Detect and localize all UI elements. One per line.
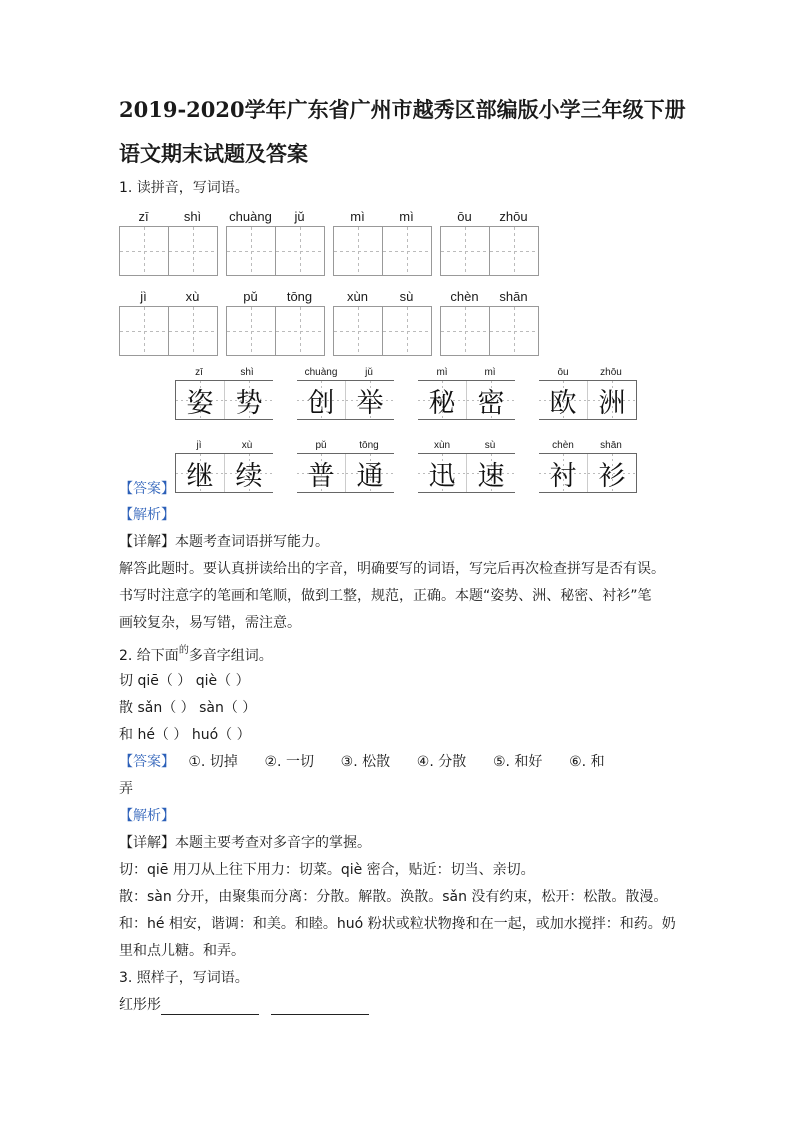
pinyin: ōu: [557, 367, 569, 378]
q3-example-word: 红彤彤: [119, 997, 161, 1013]
pinyin: jǔ: [365, 367, 373, 378]
writing-box[interactable]: [441, 227, 489, 275]
q2-answer: [119, 752, 605, 772]
answer-char: 密: [466, 381, 515, 419]
writing-box[interactable]: [168, 227, 217, 275]
q2-answer-text: ①. 切掉 ②. 一切 ③. 松散 ④. 分散 ⑤. 和好 ⑥. 和: [175, 754, 605, 770]
q2-line-qie: 切 qiē（ ） qiè（ ）: [119, 673, 250, 689]
answer-word: [418, 366, 515, 420]
writing-box[interactable]: [489, 307, 538, 355]
answer-blank[interactable]: [161, 1014, 259, 1015]
pinyin: zī: [138, 209, 149, 224]
document-title-line2: 语文期末试题及答案: [119, 141, 308, 166]
q3-example-line: [119, 995, 369, 1015]
word-grid: [440, 208, 539, 276]
pinyin: xùn: [433, 440, 451, 451]
answer-char: 速: [466, 454, 515, 492]
pinyin: shān: [600, 440, 622, 451]
answer-char: 迅: [418, 454, 466, 492]
answer-char: 通: [345, 454, 394, 492]
writing-box[interactable]: [334, 227, 382, 275]
answer-char: 衫: [587, 454, 637, 492]
pinyin: xù: [185, 289, 200, 304]
answer-char: 继: [175, 454, 224, 492]
q2-line-he: 和 hé（ ） huó（ ）: [119, 727, 251, 743]
q2-explanation-4: 里和点儿糖。和弄。: [119, 943, 245, 959]
answer-word: [175, 366, 273, 420]
pinyin: ōu: [457, 209, 472, 224]
writing-box[interactable]: [275, 227, 324, 275]
pinyin: sù: [399, 289, 414, 304]
pinyin: tōng: [286, 289, 313, 304]
writing-box[interactable]: [120, 307, 168, 355]
pinyin: xù: [241, 440, 253, 451]
pinyin: mì: [436, 367, 448, 378]
q1-answer-row-1: [175, 366, 637, 420]
q1-grid-row-1: [119, 208, 547, 276]
q1-analysis-label: 【解析】: [119, 507, 175, 523]
pinyin: tōng: [359, 440, 379, 451]
q2-line-san: 散 sǎn（ ） sàn（ ）: [119, 700, 257, 716]
pinyin: jì: [140, 289, 147, 304]
pinyin: mì: [399, 209, 414, 224]
q1-grid-row-2: [119, 288, 547, 356]
writing-box[interactable]: [120, 227, 168, 275]
q2-analysis-label: 【解析】: [119, 808, 175, 824]
q3-prompt: 3. 照样子，写词语。: [119, 970, 249, 986]
answer-char: 洲: [587, 381, 637, 419]
q1-answer-row-2: [175, 439, 637, 493]
answer-word: [175, 439, 273, 493]
word-grid: [440, 288, 539, 356]
word-grid: [119, 208, 218, 276]
pinyin: chèn: [552, 440, 574, 451]
pinyin: chuàng: [304, 367, 338, 378]
q2-prompt: [119, 646, 273, 668]
q2-prompt-sup: 的: [178, 645, 189, 656]
q2-prompt-b: 多音字组词。: [188, 648, 273, 664]
q1-explanation-2: 书写时注意字的笔画和笔顺，做到工整，规范，正确。本题“姿势、洲、秘密、衬衫”笔: [119, 588, 652, 604]
answer-char: 姿: [175, 381, 224, 419]
q2-detail: 【详解】本题主要考查对多音字的掌握。: [119, 835, 371, 851]
answer-word: [539, 439, 637, 493]
word-grid: [226, 208, 325, 276]
pinyin: mì: [484, 367, 496, 378]
answer-blank[interactable]: [271, 1014, 369, 1015]
pinyin: mì: [350, 209, 365, 224]
word-grid: [119, 288, 218, 356]
q2-explanation-1: 切：qiē 用刀从上往下用力：切菜。qiè 密合，贴近：切当、亲切。: [119, 862, 535, 878]
answer-char: 续: [224, 454, 273, 492]
pinyin: pǔ: [315, 440, 327, 451]
writing-box[interactable]: [489, 227, 538, 275]
pinyin: xùn: [347, 289, 368, 304]
q2-answer-continued: 弄: [119, 781, 133, 797]
word-grid: [333, 288, 432, 356]
q1-explanation-1: 解答此题时。要认真拼读给出的字音，明确要写的词语，写完后再次检查拼写是否有误。: [119, 561, 665, 577]
word-grid: [226, 288, 325, 356]
answer-word: [297, 439, 394, 493]
document-title-line1: 2019-2020学年广东省广州市越秀区部编版小学三年级下册: [119, 97, 686, 122]
answer-word: [418, 439, 515, 493]
q2-explanation-2: 散：sàn 分开，由聚集而分离：分散。解散。涣散。sǎn 没有约束，松开：松散。散漫。: [119, 889, 668, 905]
writing-box[interactable]: [275, 307, 324, 355]
answer-char: 秘: [418, 381, 466, 419]
writing-box[interactable]: [382, 227, 431, 275]
writing-box[interactable]: [227, 307, 275, 355]
pinyin: zhōu: [600, 367, 622, 378]
pinyin: zhōu: [499, 209, 528, 224]
answer-char: 欧: [539, 381, 587, 419]
answer-char: 普: [297, 454, 345, 492]
answer-char: 势: [224, 381, 273, 419]
pinyin: pǔ: [243, 289, 258, 304]
writing-box[interactable]: [334, 307, 382, 355]
q1-detail: 【详解】本题考查词语拼写能力。: [119, 534, 329, 550]
pinyin: shì: [183, 209, 202, 224]
pinyin: jì: [196, 440, 202, 451]
pinyin: chuàng: [229, 209, 272, 224]
writing-box[interactable]: [168, 307, 217, 355]
writing-box[interactable]: [382, 307, 431, 355]
word-grid: [333, 208, 432, 276]
pinyin: sù: [484, 440, 496, 451]
answer-char: 衬: [539, 454, 587, 492]
answer-char: 举: [345, 381, 394, 419]
q1-answer-label: 【答案】: [119, 481, 175, 497]
writing-box[interactable]: [227, 227, 275, 275]
answer-word: [297, 366, 394, 420]
q1-explanation-3: 画较复杂，易写错，需注意。: [119, 615, 301, 631]
pinyin: shì: [240, 367, 254, 378]
pinyin: zī: [195, 367, 203, 378]
q2-answer-label: 【答案】: [119, 754, 175, 770]
q2-prompt-a: 2. 给下面: [119, 648, 179, 664]
pinyin: jǔ: [294, 209, 305, 224]
answer-char: 创: [297, 381, 345, 419]
pinyin: chèn: [450, 289, 479, 304]
writing-box[interactable]: [441, 307, 489, 355]
q2-explanation-3: 和：hé 相安，谐调：和美。和睦。huó 粉状或粒状物搀和在一起，或加水搅拌：和药。奶: [119, 916, 676, 932]
pinyin: shān: [499, 289, 528, 304]
answer-word: [539, 366, 637, 420]
q1-prompt: 1. 读拼音，写词语。: [119, 180, 249, 196]
